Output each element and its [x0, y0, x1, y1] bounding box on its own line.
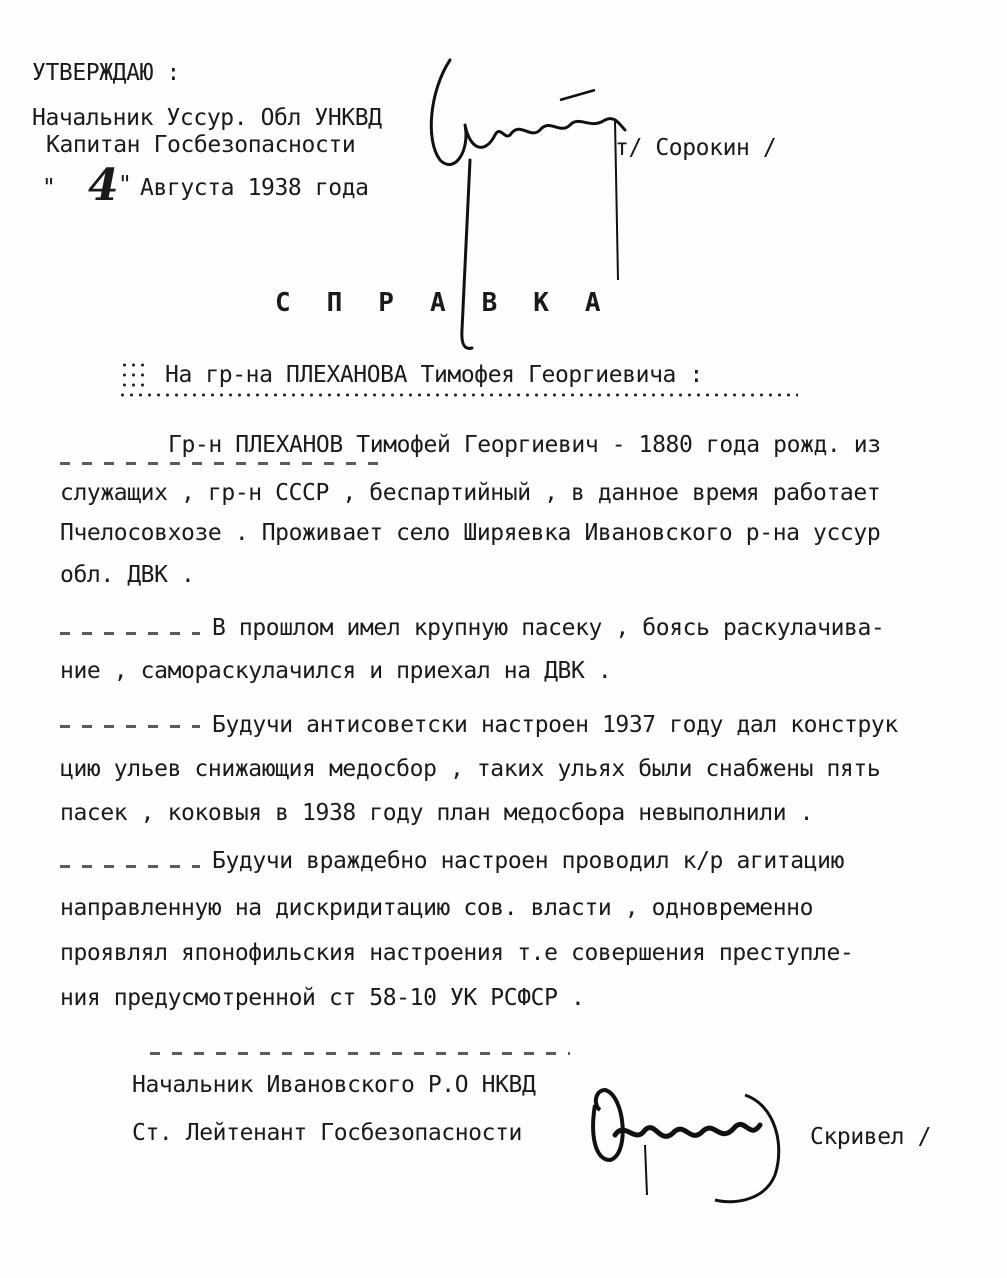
approver-name: т/ Сорокин / — [615, 135, 777, 161]
subject-dots-left — [120, 360, 148, 390]
subject-line: На гр-на ПЛЕХАНОВА Тимофея Георгиевича : — [165, 362, 703, 388]
body-line: Гр-н ПЛЕХАНОВ Тимофей Георгиевич - 1880 года рожд. из — [168, 432, 881, 458]
body-line: ния предусмотренной ст 58-10 УК РСФСР . — [60, 985, 585, 1011]
body-line: Пчелосовхозе . Проживает село Ширяевка Ивановского р-на уссур — [60, 520, 881, 546]
body-line: обл. ДВК . — [60, 562, 195, 588]
footer-position-2: Ст. Лейтенант Госбезопасности — [132, 1120, 522, 1146]
subject-underline-dots — [118, 392, 798, 398]
body-line: Будучи антисоветски настроен 1937 году дал конструк — [212, 712, 898, 738]
approval-date-day: 4 — [88, 160, 119, 211]
footer-signer: Скривел / — [810, 1124, 932, 1150]
body-line: служащих , гр-н СССР , беспартийный , в данное время работает — [60, 480, 881, 506]
approve-label: УТВЕРЖДАЮ : — [32, 60, 180, 86]
approver-position-2: Капитан Госбезопасности — [46, 132, 356, 158]
line-rule — [60, 725, 200, 728]
body-line: цию ульев снижающия медосбор , таких ульях были снабжены пять — [60, 756, 881, 782]
line-rule — [60, 632, 200, 635]
body-line: ние , самораскулачился и приехал на ДВК . — [60, 658, 612, 684]
approver-position-1: Начальник Уссур. Обл УНКВД — [32, 105, 382, 131]
body-line: пасек , коковыя в 1938 году план медосбора невыполнили . — [60, 800, 814, 826]
body-line: проявлял японофильския настроения т.е совершения преступле- — [60, 940, 854, 966]
line-rule — [60, 865, 200, 868]
document-title: СПРАВКА — [275, 288, 637, 318]
approval-date: Августа 1938 года — [140, 175, 369, 201]
footer-position-1: Начальник Ивановского Р.О НКВД — [132, 1072, 536, 1098]
line-rule — [60, 462, 390, 465]
body-line: Будучи враждебно настроен проводил к/р агитацию — [212, 848, 845, 874]
approval-date-quote-close: " — [118, 172, 132, 198]
body-line: направленную на дискридитацию сов. власти , одновременно — [60, 895, 814, 921]
approval-date-quote: " — [42, 175, 56, 201]
line-rule — [150, 1052, 570, 1055]
body-line: В прошлом имел крупную пасеку , боясь раскулачива- — [212, 615, 885, 641]
footer-signature — [585, 1065, 805, 1215]
